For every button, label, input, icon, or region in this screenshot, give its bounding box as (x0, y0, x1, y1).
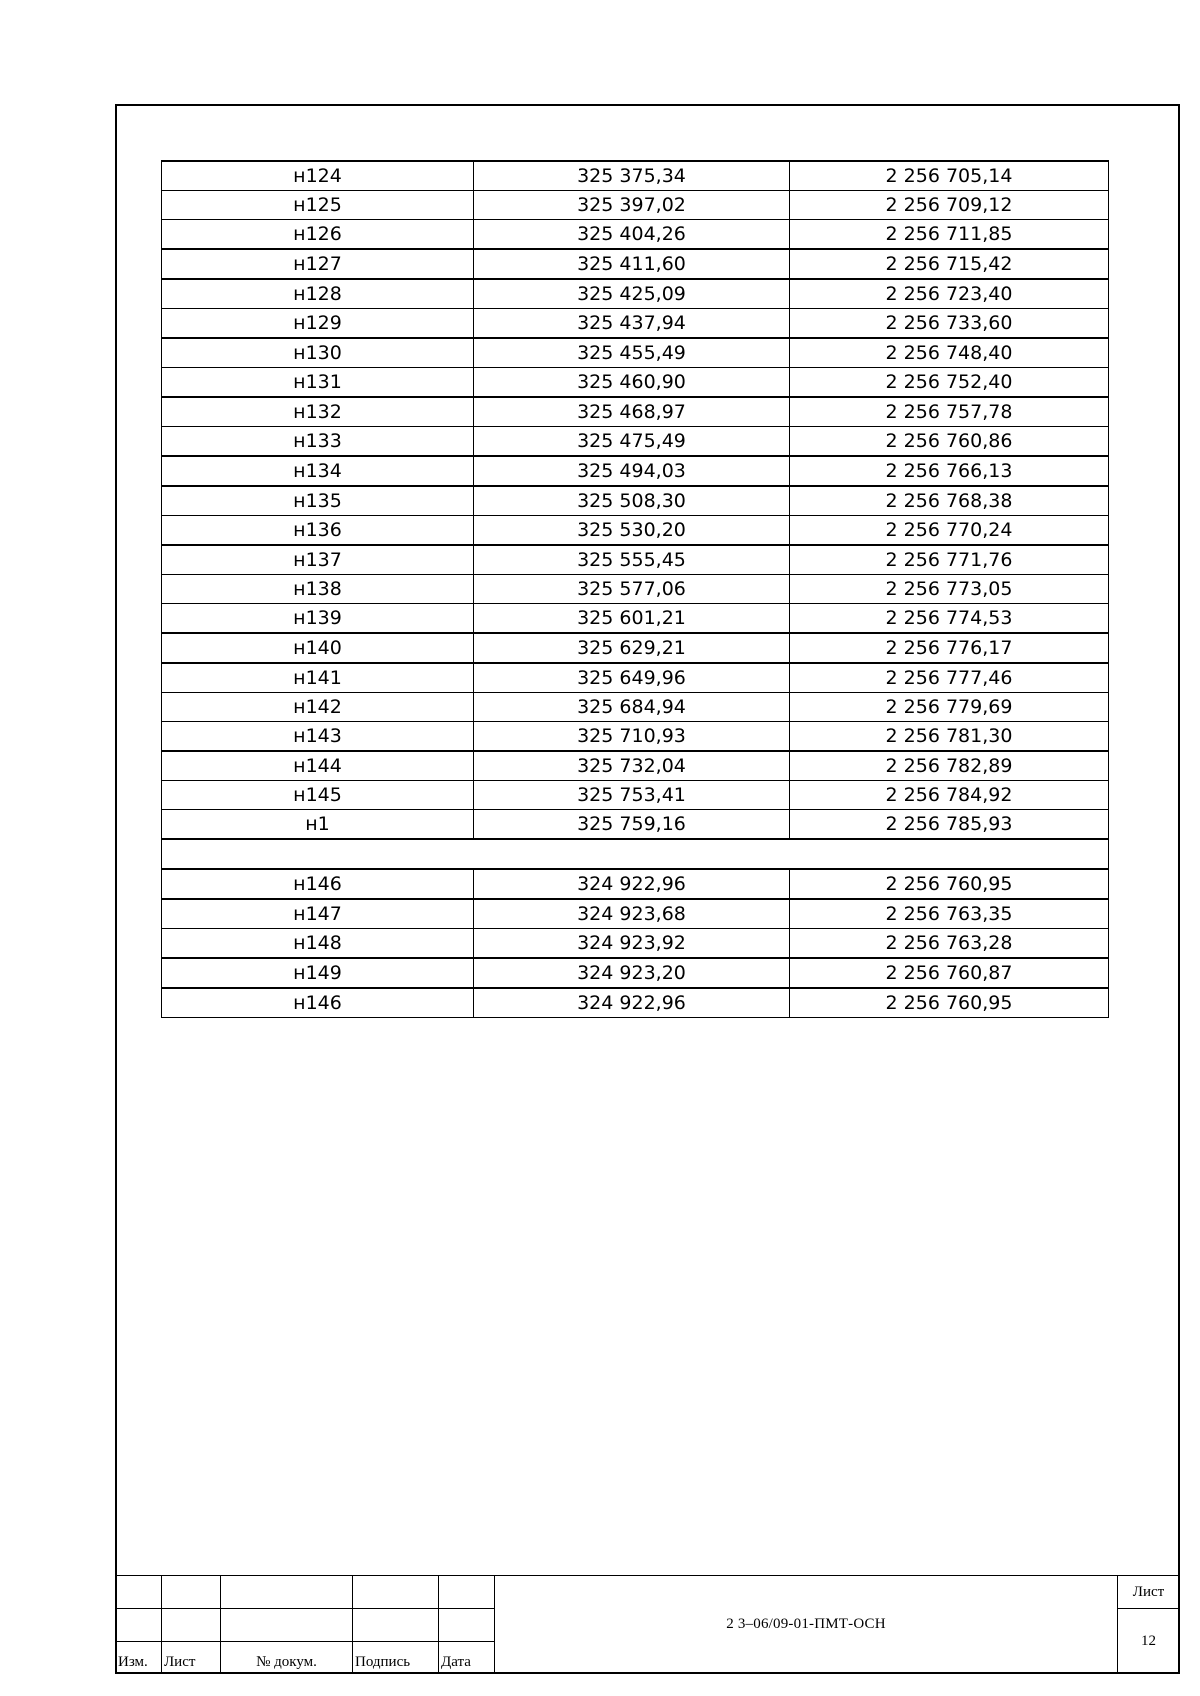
table-row (162, 516, 1109, 546)
y-coordinate-cell: 2 256 784,92 (790, 781, 1109, 810)
stamp-cell (161, 1608, 221, 1642)
y-coordinate-cell: 2 256 723,40 (790, 279, 1109, 309)
table-row (162, 191, 1109, 220)
point-name-cell: н144 (162, 751, 474, 781)
table-row (162, 929, 1109, 959)
x-coordinate-cell: 325 437,94 (474, 309, 790, 339)
coordinates-table (161, 160, 1109, 1018)
point-name-cell: н138 (162, 575, 474, 604)
y-coordinate-cell: 2 256 760,87 (790, 958, 1109, 988)
stamp-label-izm: Изм. (115, 1641, 162, 1674)
point-name-cell: н147 (162, 899, 474, 929)
stamp-label-doc-num: № докум. (220, 1641, 353, 1674)
stamp-cell (220, 1575, 353, 1609)
x-coordinate-cell: 325 375,34 (474, 161, 790, 191)
x-coordinate-cell: 325 455,49 (474, 338, 790, 368)
x-coordinate-cell: 325 468,97 (474, 397, 790, 427)
point-name-cell: н1 (162, 810, 474, 840)
point-name-cell: н140 (162, 633, 474, 663)
x-coordinate-cell: 325 555,45 (474, 545, 790, 575)
x-coordinate-cell: 324 922,96 (474, 869, 790, 899)
table-row (162, 456, 1109, 486)
x-coordinate-cell: 325 475,49 (474, 427, 790, 457)
x-coordinate-cell: 325 753,41 (474, 781, 790, 810)
table-row (162, 899, 1109, 929)
point-name-cell: н146 (162, 988, 474, 1018)
y-coordinate-cell: 2 256 715,42 (790, 249, 1109, 279)
y-coordinate-cell: 2 256 781,30 (790, 722, 1109, 752)
y-coordinate-cell: 2 256 757,78 (790, 397, 1109, 427)
y-coordinate-cell: 2 256 768,38 (790, 486, 1109, 516)
table-row (162, 751, 1109, 781)
point-name-cell: н131 (162, 368, 474, 398)
y-coordinate-cell: 2 256 782,89 (790, 751, 1109, 781)
y-coordinate-cell: 2 256 785,93 (790, 810, 1109, 840)
x-coordinate-cell: 324 923,68 (474, 899, 790, 929)
stamp-cell (352, 1608, 439, 1642)
table-row (162, 279, 1109, 309)
point-name-cell: н129 (162, 309, 474, 339)
point-name-cell: н134 (162, 456, 474, 486)
y-coordinate-cell: 2 256 711,85 (790, 220, 1109, 250)
y-coordinate-cell: 2 256 760,95 (790, 869, 1109, 899)
x-coordinate-cell: 325 494,03 (474, 456, 790, 486)
point-name-cell: н124 (162, 161, 474, 191)
y-coordinate-cell: 2 256 705,14 (790, 161, 1109, 191)
point-name-cell: н139 (162, 604, 474, 634)
y-coordinate-cell: 2 256 777,46 (790, 663, 1109, 693)
table-row (162, 220, 1109, 250)
stamp-cell (115, 1608, 162, 1642)
title-block (115, 1575, 1180, 1674)
table-row (162, 161, 1109, 191)
table-row (162, 693, 1109, 722)
x-coordinate-cell: 324 923,92 (474, 929, 790, 959)
y-coordinate-cell: 2 256 763,28 (790, 929, 1109, 959)
point-name-cell: н141 (162, 663, 474, 693)
y-coordinate-cell: 2 256 766,13 (790, 456, 1109, 486)
y-coordinate-cell: 2 256 709,12 (790, 191, 1109, 220)
y-coordinate-cell: 2 256 748,40 (790, 338, 1109, 368)
table-row (162, 368, 1109, 398)
x-coordinate-cell: 325 460,90 (474, 368, 790, 398)
x-coordinate-cell: 325 684,94 (474, 693, 790, 722)
point-name-cell: н128 (162, 279, 474, 309)
document-code: 2 3–06/09-01-ПМТ-ОСН (494, 1575, 1118, 1674)
table-row (162, 663, 1109, 693)
x-coordinate-cell: 325 397,02 (474, 191, 790, 220)
table-row (162, 988, 1109, 1018)
table-row (162, 810, 1109, 840)
point-name-cell: н136 (162, 516, 474, 546)
x-coordinate-cell: 325 710,93 (474, 722, 790, 752)
stamp-label-signature: Подпись (352, 1641, 439, 1674)
point-name-cell: н143 (162, 722, 474, 752)
stamp-label-list: Лист (161, 1641, 221, 1674)
table-row (162, 781, 1109, 810)
point-name-cell: н142 (162, 693, 474, 722)
y-coordinate-cell: 2 256 752,40 (790, 368, 1109, 398)
point-name-cell: н130 (162, 338, 474, 368)
stamp-cell (438, 1575, 495, 1609)
table-row (162, 869, 1109, 899)
table-separator-row (162, 839, 1109, 869)
x-coordinate-cell: 325 577,06 (474, 575, 790, 604)
table-row (162, 309, 1109, 339)
stamp-cell (115, 1575, 162, 1609)
y-coordinate-cell: 2 256 773,05 (790, 575, 1109, 604)
sheet-label: Лист (1117, 1575, 1180, 1609)
x-coordinate-cell: 325 530,20 (474, 516, 790, 546)
table-row (162, 397, 1109, 427)
x-coordinate-cell: 325 649,96 (474, 663, 790, 693)
point-name-cell: н135 (162, 486, 474, 516)
y-coordinate-cell: 2 256 776,17 (790, 633, 1109, 663)
table-row (162, 486, 1109, 516)
point-name-cell: н125 (162, 191, 474, 220)
y-coordinate-cell: 2 256 763,35 (790, 899, 1109, 929)
table-row (162, 575, 1109, 604)
x-coordinate-cell: 325 425,09 (474, 279, 790, 309)
point-name-cell: н132 (162, 397, 474, 427)
table-row (162, 427, 1109, 457)
point-name-cell: н137 (162, 545, 474, 575)
point-name-cell: н148 (162, 929, 474, 959)
y-coordinate-cell: 2 256 774,53 (790, 604, 1109, 634)
table-row (162, 722, 1109, 752)
point-name-cell: н133 (162, 427, 474, 457)
table-row (162, 633, 1109, 663)
separator-cell (162, 839, 1109, 869)
point-name-cell: н146 (162, 869, 474, 899)
table-row (162, 604, 1109, 634)
stamp-cell (352, 1575, 439, 1609)
x-coordinate-cell: 325 732,04 (474, 751, 790, 781)
stamp-cell (161, 1575, 221, 1609)
sheet-number: 12 (1117, 1608, 1180, 1674)
table-row (162, 249, 1109, 279)
stamp-cell (220, 1608, 353, 1642)
x-coordinate-cell: 325 411,60 (474, 249, 790, 279)
x-coordinate-cell: 325 508,30 (474, 486, 790, 516)
x-coordinate-cell: 324 922,96 (474, 988, 790, 1018)
stamp-cell (438, 1608, 495, 1642)
x-coordinate-cell: 325 629,21 (474, 633, 790, 663)
y-coordinate-cell: 2 256 733,60 (790, 309, 1109, 339)
stamp-label-date: Дата (438, 1641, 495, 1674)
y-coordinate-cell: 2 256 779,69 (790, 693, 1109, 722)
x-coordinate-cell: 324 923,20 (474, 958, 790, 988)
point-name-cell: н127 (162, 249, 474, 279)
table-row (162, 338, 1109, 368)
y-coordinate-cell: 2 256 760,95 (790, 988, 1109, 1018)
x-coordinate-cell: 325 601,21 (474, 604, 790, 634)
table-row (162, 545, 1109, 575)
table-row (162, 958, 1109, 988)
y-coordinate-cell: 2 256 770,24 (790, 516, 1109, 546)
point-name-cell: н145 (162, 781, 474, 810)
point-name-cell: н149 (162, 958, 474, 988)
x-coordinate-cell: 325 404,26 (474, 220, 790, 250)
y-coordinate-cell: 2 256 760,86 (790, 427, 1109, 457)
y-coordinate-cell: 2 256 771,76 (790, 545, 1109, 575)
x-coordinate-cell: 325 759,16 (474, 810, 790, 840)
point-name-cell: н126 (162, 220, 474, 250)
